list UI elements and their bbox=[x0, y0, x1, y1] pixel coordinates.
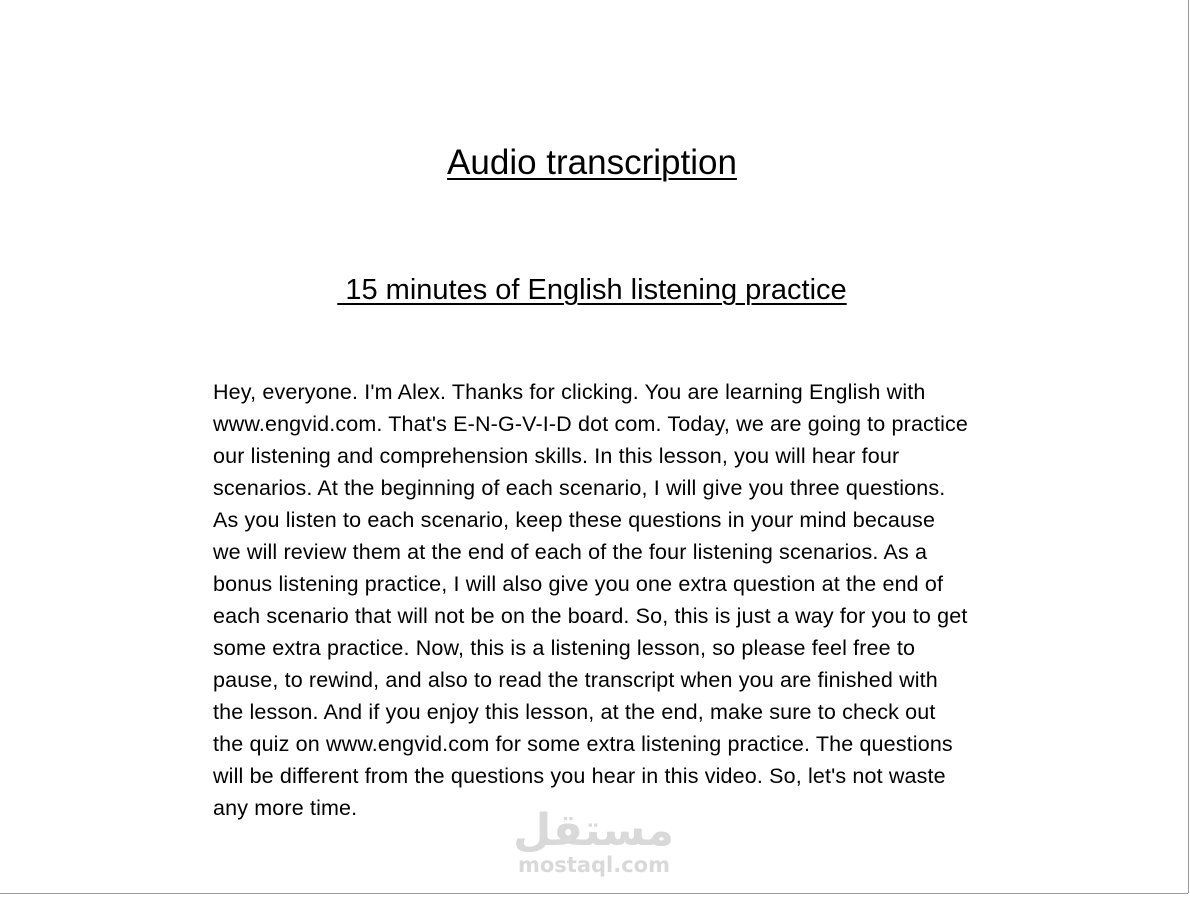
page-subtitle-text: 15 minutes of English listening practice bbox=[337, 274, 847, 306]
transcript-line: www.engvid.com. That's E-N-G-V-I-D dot com. Today, we are going to practice bbox=[213, 412, 969, 436]
transcript-line: scenarios. At the beginning of each scenario, I will give you three questions. bbox=[213, 476, 946, 500]
transcript-body bbox=[213, 376, 1063, 824]
transcript-line: bonus listening practice, I will also give you one extra question at the end of bbox=[213, 572, 944, 596]
transcript-line: we will review them at the end of each of the four listening scenarios. As a bbox=[213, 540, 928, 564]
transcript-line: will be different from the questions you hear in this video. So, let's not waste bbox=[213, 764, 946, 788]
transcript-line: pause, to rewind, and also to read the transcript when you are finished with bbox=[213, 668, 938, 692]
page-title bbox=[0, 141, 1184, 185]
page-subtitle bbox=[0, 270, 1184, 310]
transcript-line: the lesson. And if you enjoy this lesson, at the end, make sure to check out bbox=[213, 700, 936, 724]
transcript-line: our listening and comprehension skills. In this lesson, you will hear four bbox=[213, 444, 900, 468]
page-title-text: Audio transcription bbox=[447, 143, 737, 182]
transcript-line: some extra practice. Now, this is a listening lesson, so please feel free to bbox=[213, 636, 916, 660]
transcript-line: the quiz on www.engvid.com for some extra listening practice. The questions bbox=[213, 732, 953, 756]
watermark-latin-text: mostaql.com bbox=[518, 853, 670, 877]
page-border-bottom bbox=[0, 893, 1188, 894]
watermark-logo bbox=[513, 805, 674, 877]
transcript-line: Hey, everyone. I'm Alex. Thanks for clicking. You are learning English with bbox=[213, 380, 926, 404]
page-border-right bbox=[1188, 0, 1189, 893]
transcript-line: any more time. bbox=[213, 796, 358, 820]
transcript-line: each scenario that will not be on the board. So, this is just a way for you to get bbox=[213, 604, 968, 628]
watermark-arabic-text: مستقل bbox=[513, 805, 674, 856]
transcript-line: As you listen to each scenario, keep these questions in your mind because bbox=[213, 508, 936, 532]
